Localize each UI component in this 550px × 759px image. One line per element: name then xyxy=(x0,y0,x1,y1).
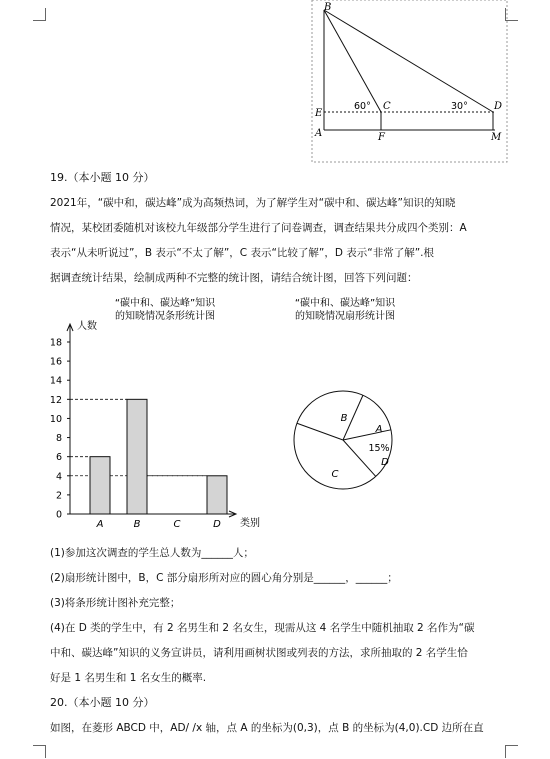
q19-paragraph-line-2: 情况，某校团委随机对该校九年级部分学生进行了问卷调查，调查结果共分成四个类别：A xyxy=(50,222,467,234)
pie-label-D: D xyxy=(381,457,389,468)
geometry-figure xyxy=(310,0,510,165)
x-axis-label: 类别 xyxy=(240,518,260,529)
q19-part-2: (2)扇形统计图中，B，C 部分扇形所对应的圆心角分别是______，______； xyxy=(50,572,398,584)
y-tick-label: 8 xyxy=(55,433,62,445)
y-tick-label: 6 xyxy=(55,452,62,464)
angle-label-c: 60° xyxy=(354,101,371,112)
q19-part-1: (1)参加这次调查的学生总人数为______人； xyxy=(50,547,254,559)
q19-paragraph-line-4: 据调查统计结果，绘制成两种不完整的统计图，请结合统计图，回答下列问题： xyxy=(50,272,418,284)
line-BD xyxy=(324,10,493,112)
corner-mark-top-left xyxy=(33,8,46,21)
y-tick-label: 4 xyxy=(55,471,62,483)
q19-part-4-line-2: 中和、碳达峰”知识的义务宣讲员，请利用画树状图或列表的方法，求所抽取的 2 名学生恰 xyxy=(50,647,468,659)
category-label-D: D xyxy=(213,519,221,530)
y-tick-label: 2 xyxy=(55,490,62,502)
pie-chart xyxy=(285,295,425,505)
bar-D xyxy=(207,476,227,514)
y-tick-label: 18 xyxy=(49,337,62,349)
angle-label-d: 30° xyxy=(451,101,468,112)
figure-frame xyxy=(312,0,507,162)
pie-label-A: A xyxy=(375,424,383,435)
bar-B xyxy=(127,399,147,514)
point-label-F: F xyxy=(378,132,385,143)
bar-chart-title-line-2: 的知晓情况条形统计图 xyxy=(115,311,215,322)
q19-part-4-line-1: (4)在 D 类的学生中，有 2 名男生和 2 名女生，现需从这 4 名学生中随机抽取 2 名作为“碳 xyxy=(50,622,475,634)
y-tick-label: 16 xyxy=(49,356,62,368)
pie-percent-A: 15% xyxy=(368,443,390,454)
q19-header: 19.（本小题 10 分） xyxy=(50,171,155,184)
pie-label-B: B xyxy=(340,413,348,424)
line-BC xyxy=(324,10,381,112)
q19-paragraph-line-1: 2021年，“碳中和，碳达峰”成为高频热词，为了解学生对“碳中和、碳达峰”知识的知晓 xyxy=(50,197,456,209)
q19-part-3: (3)将条形统计图补充完整； xyxy=(50,597,181,609)
corner-mark-bottom-left xyxy=(33,745,46,758)
q19-paragraph-line-3: 表示“从未听说过”，B 表示“不太了解”，C 表示“比较了解”，D 表示“非常了解”.根 xyxy=(50,247,434,259)
point-label-M: M xyxy=(491,132,502,143)
y-tick-label: 0 xyxy=(55,509,62,521)
point-label-E: E xyxy=(315,108,323,119)
category-label-C: C xyxy=(173,519,181,530)
y-tick-label: 10 xyxy=(49,413,62,425)
pie-chart-title-line-2: 的知晓情况扇形统计图 xyxy=(295,311,395,322)
bar-chart-title-line-1: “碳中和、碳达峰”知识 xyxy=(114,298,216,309)
point-label-B: B xyxy=(324,2,332,13)
y-tick-label: 14 xyxy=(49,375,62,387)
y-tick-label: 12 xyxy=(49,394,62,406)
q19-part-4-line-3: 好是 1 名男生和 1 名女生的概率. xyxy=(50,672,207,684)
q20-line-1: 如图，在菱形 ABCD 中，AD/ /x 轴，点 A 的坐标为(0,3)，点 B 的坐标为(4,0).CD 边所在直 xyxy=(50,722,484,734)
point-label-C: C xyxy=(383,101,391,112)
bar-chart xyxy=(40,295,280,535)
q20-header: 20.（本小题 10 分） xyxy=(50,696,155,709)
bar-A xyxy=(90,457,110,514)
point-label-D: D xyxy=(494,101,503,112)
pie-label-C: C xyxy=(331,469,339,480)
y-axis-label: 人数 xyxy=(77,321,97,332)
point-label-A: A xyxy=(315,128,323,139)
category-label-A: A xyxy=(96,519,104,530)
corner-mark-bottom-right xyxy=(505,745,518,758)
category-label-B: B xyxy=(133,519,141,530)
pie-chart-title-line-1: “碳中和、碳达峰”知识 xyxy=(294,298,396,309)
